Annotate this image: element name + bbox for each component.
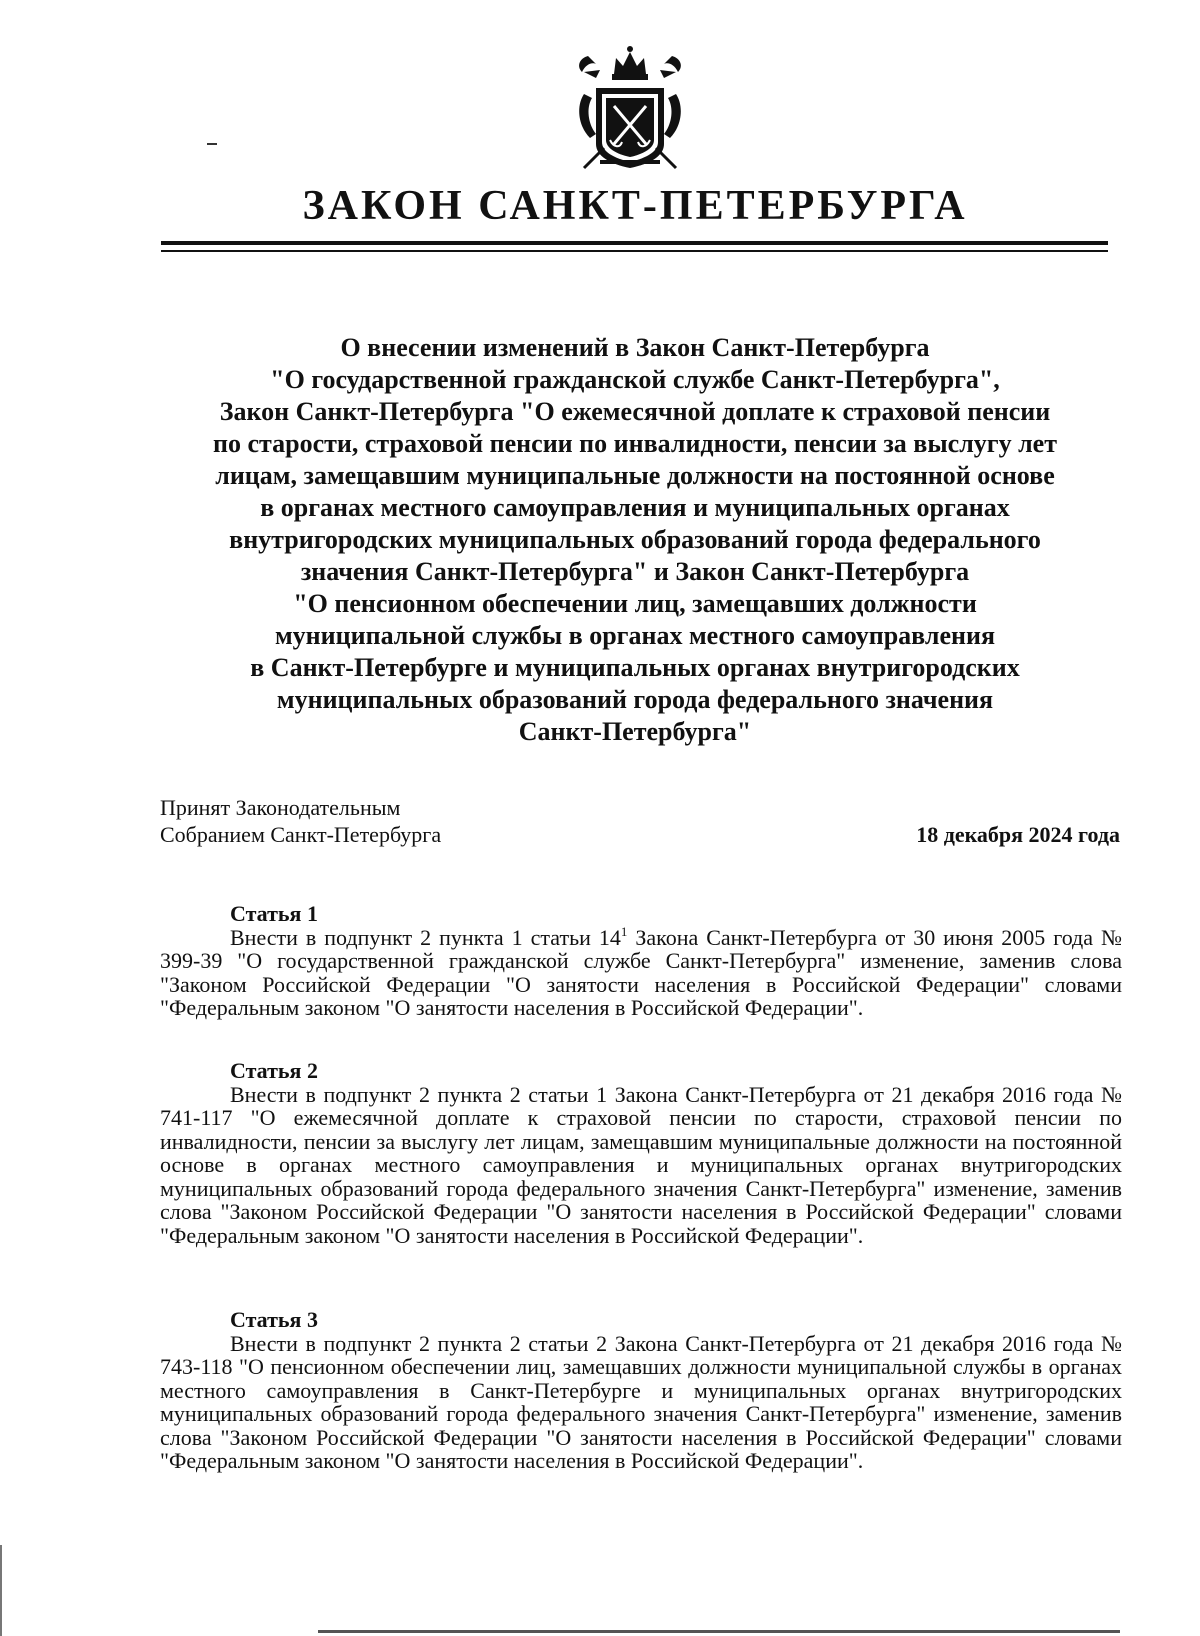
article-text-part: Закона Санкт-Петербурга от 30 июня 2005 года № 399-39 "О государственной гражданской службе Санкт-Петербурга" изменение, заменив слова "Законом Российской Федерации "О занятости населения в Российской Федерации" словами "Федеральным законом "О занятости населения в Российской Федерации".	[160, 924, 1122, 1020]
scan-edge-mark	[0, 1545, 2, 1636]
article-heading: Статья 1	[230, 901, 318, 926]
article-text	[160, 923, 1122, 1020]
coat-of-arms-icon	[570, 44, 690, 176]
header-rule-thin	[161, 250, 1108, 252]
page-bottom-line	[318, 1630, 1120, 1633]
law-title-line: "О государственной гражданской службе Санкт-Петербурга",	[270, 365, 1000, 394]
law-title-line: значения Санкт-Петербурга" и Закон Санкт-Петербурга	[300, 557, 970, 586]
article-text: Внести в подпункт 2 пункта 2 статьи 2 Закона Санкт-Петербурга от 21 декабря 2016 года № 743-118 "О пенсионном обеспечении лиц, замещавших должности муниципальной службы в органах местного самоуправления в Санкт-Петербурге и муниципальных органах внутригородских муниципальных образований города федерального значения Санкт-Петербурга" изменение, заменив слова "Законом Российской Федерации "О занятости населения в Российской Федерации" словами "Федеральным законом "О занятости населения в Российской Федерации".	[160, 1330, 1122, 1473]
article-text-part: Внести в подпункт 2 пункта 1 статьи 14	[230, 924, 621, 950]
law-title-line: по старости, страховой пенсии по инвалидности, пенсии за выслугу лет	[213, 429, 1057, 458]
law-title-line: Санкт-Петербурга"	[518, 717, 752, 746]
law-title-line: Закон Санкт-Петербурга "О ежемесячной доплате к страховой пенсии	[219, 397, 1051, 426]
adoption-date: 18 декабря 2024 года	[916, 822, 1120, 847]
adoption-block	[160, 794, 1120, 848]
adoption-line: Принят Законодательным	[160, 795, 401, 820]
article-heading: Статья 3	[230, 1307, 318, 1332]
law-title	[150, 332, 1120, 748]
document-type-heading: ЗАКОН САНКТ-ПЕТЕРБУРГА	[302, 183, 968, 229]
header-rule-thick	[161, 241, 1108, 245]
article-heading: Статья 2	[230, 1058, 318, 1083]
law-title-line: "О пенсионном обеспечении лиц, замещавших должности	[293, 589, 977, 618]
law-title-line: муниципальной службы в органах местного самоуправления	[274, 621, 996, 650]
article-3	[160, 1308, 1122, 1473]
adoption-line: Собранием Санкт-Петербурга	[160, 822, 442, 847]
superscript-index: 1	[620, 923, 628, 939]
article-1	[160, 902, 1122, 1020]
law-title-line: внутригородских муниципальных образований города федерального	[229, 525, 1041, 554]
margin-mark	[207, 143, 217, 145]
law-title-line: в органах местного самоуправления и муниципальных органах	[260, 493, 1010, 522]
article-2	[160, 1059, 1122, 1247]
law-title-line: лицам, замещавшим муниципальные должности на постоянной основе	[215, 461, 1055, 490]
law-title-line: муниципальных образований города федерального значения	[276, 685, 994, 714]
law-title-line: в Санкт-Петербурге и муниципальных органах внутригородских	[250, 653, 1020, 682]
article-text: Внести в подпункт 2 пункта 2 статьи 1 Закона Санкт-Петербурга от 21 декабря 2016 года № 741-117 "О ежемесячной доплате к страховой пенсии по старости, страховой пенсии по инвалидности, пенсии за выслугу лет лицам, замещавшим муниципальные должности на постоянной основе в органах местного самоуправления и муниципальных органах внутригородских муниципальных образований города федерального значения Санкт-Петербурга" изменение, заменив слова "Законом Российской Федерации "О занятости населения в Российской Федерации" словами "Федеральным законом "О занятости населения в Российской Федерации".	[160, 1081, 1122, 1248]
law-title-line: О внесении изменений в Закон Санкт-Петербурга	[340, 333, 930, 362]
